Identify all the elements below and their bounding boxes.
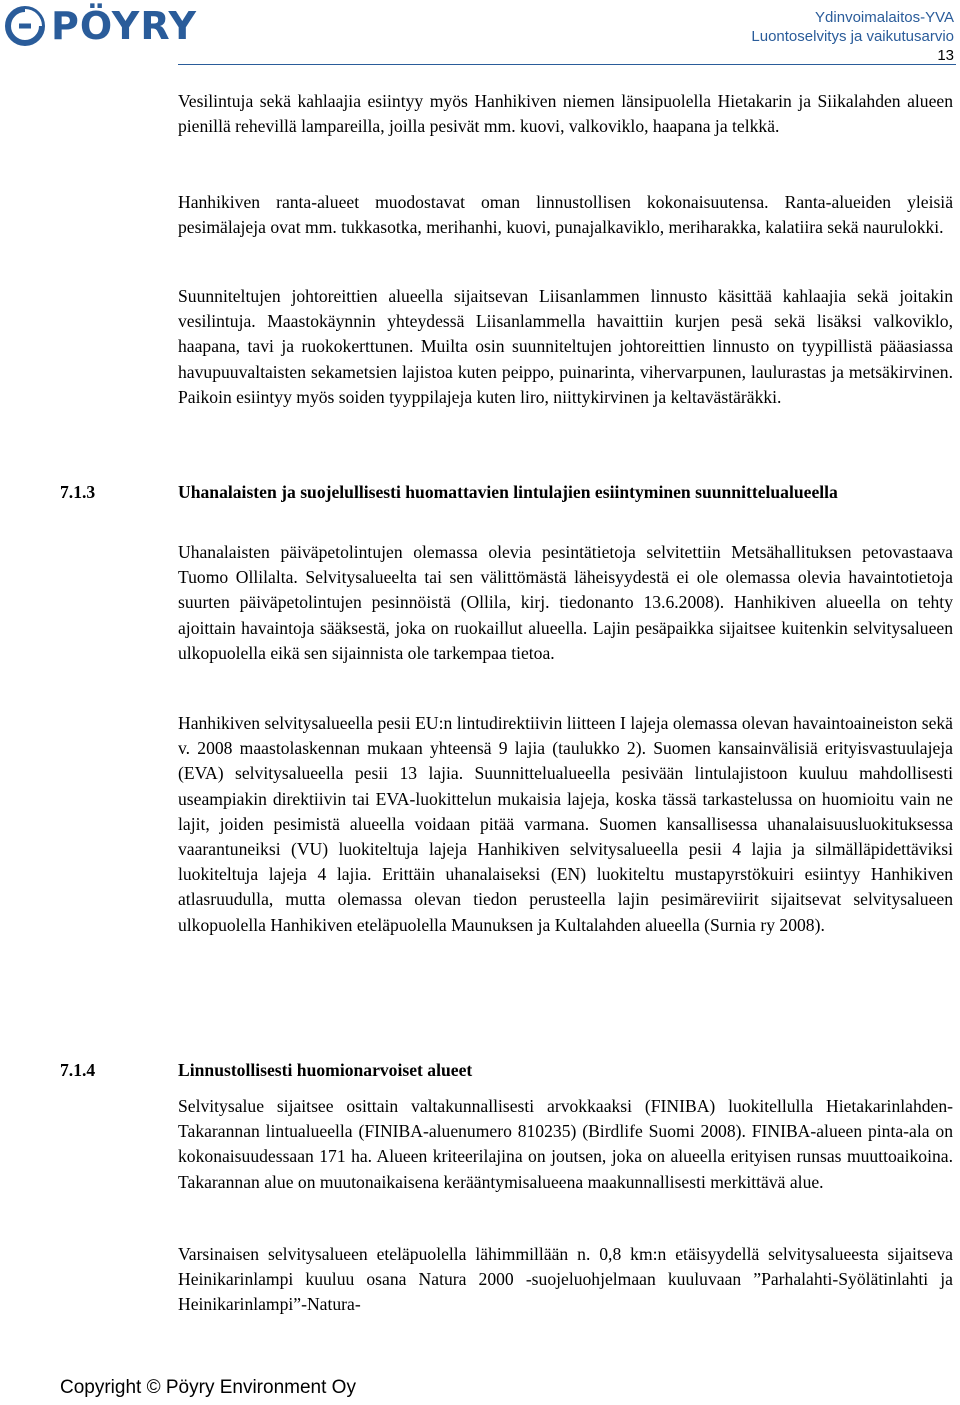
paragraph: [178, 1094, 953, 1195]
section-number: 7.1.3: [60, 482, 96, 502]
section-number: 7.1.4: [60, 1060, 96, 1080]
paragraph-text: Varsinaisen selvitysalueen eteläpuolella lähimmillään n. 0,8 km:n etäisyydellä selvitysalueesta sijaitseva Heinikarinlampi kuuluu osana Natura 2000 -suojeluohjelmaan kuuluvaan ”Parhalahti-Syölätinlahti ja Heinikarinlampi”-Natura-: [178, 1244, 953, 1315]
header-divider: [178, 64, 956, 65]
paragraph: [178, 711, 953, 938]
paragraph: [178, 1242, 953, 1318]
paragraph-text: Hanhikiven ranta-alueet muodostavat oman linnustollisen kokonaisuutensa. Ranta-alueiden yleisiä pesimälajeja ovat mm. tukkasotka, merihanhi, kuovi, punajalkaviklo, meriharakka, kalatiira sekä naurulokki.: [178, 192, 953, 238]
paragraph: [178, 284, 953, 410]
page-header: [751, 8, 954, 65]
paragraph: [178, 190, 953, 240]
section-heading: Uhanalaisten ja suojelullisesti huomattavien lintulajien esiintyminen suunnittelualueella: [178, 482, 838, 502]
poyry-logo-icon: [5, 6, 45, 46]
section-heading: Linnustollisesti huomionarvoiset alueet: [178, 1060, 473, 1080]
paragraph: [178, 540, 953, 666]
paragraph-text: Vesilintuja sekä kahlaajia esiintyy myös Hanhikiven niemen länsipuolella Hietakarin ja Siikalahden alueen pienillä rehevillä lampareilla, joilla pesivät mm. kuovi, valkoviklo, haapana ja telkkä.: [178, 91, 953, 137]
page-footer: Copyright © Pöyry Environment Oy: [60, 1377, 356, 1398]
paragraph-text: Selvitysalue sijaitsee osittain valtakunnallisesti arvokkaaksi (FINIBA) luokitellulla Hietakarinlahden-Takarannan lintualueella (FINIBA-aluenumero 810235) (Birdlife Suomi 2008). FINIBA-alueen pinta-ala on kokonaisuudessaan 171 ha. Alueen kriteerilajina on joutsen, joka on alueella erityisen runsas muuttoaikoina. Takarannan alue on muutonaikaisena kerääntymisalueena maakunnallisesti merkittävä alue.: [178, 1096, 953, 1192]
logo-wordmark: PÖYRY: [51, 4, 198, 48]
page-number: 13: [937, 47, 954, 64]
paragraph-text: Uhanalaisten päiväpetolintujen olemassa olevia pesintätietoja selvitettiin Metsähallituksen petovastaava Tuomo Ollilalta. Selvitysalueelta tai sen välittömästä läheisyydestä ei ole olemassa olevia havaintotietoja suurten päiväpetolintujen pesinnöistä (Ollila, kirj. tiedonanto 13.6.2008). Hanhikiven alueella on tehty ajoittain havaintoja sääksestä, joka on ruokaillut alueella. Lajin pesäpaikka sijaitsee kuitenkin selvitysalueen ulkopuolella eikä sen sijainnista ole tarkempaa tietoa.: [178, 542, 953, 663]
paragraph-text: Suunniteltujen johtoreittien alueella sijaitsevan Liisanlammen linnusto käsittää kahlaajia sekä joitakin vesilintuja. Maastokäynnin yhteydessä Liisanlammella havaittiin kurjen pesä sekä lisäksi valkoviklo, haapana, tavi ja ruokokerttunen. Muilta osin suunniteltujen johtoreittien linnusto on tyypillistä pääasiassa havupuuvaltaisten sekametsien lajistoa kuten peippo, puinarinta, vihervarpunen, laulurastas ja metsäkirvinen. Paikoin esiintyy myös soiden tyyppilajeja kuten liro, niittykirvinen ja keltavästäräkki.: [178, 286, 953, 407]
paragraph: [178, 89, 953, 139]
company-logo: [5, 6, 197, 46]
document-subtitle: Luontoselvitys ja vaikutusarvio: [751, 28, 954, 45]
document-title: Ydinvoimalaitos-YVA: [815, 9, 954, 26]
paragraph-text: Hanhikiven selvitysalueella pesii EU:n lintudirektiivin liitteen I lajeja olemassa olevan havaintoaineiston sekä v. 2008 maastolaskennan mukaan yhteensä 9 lajia (taulukko 2). Suomen kansainvälisiä erityisvastuulajeja (EVA) selvitysalueella pesii 13 lajia. Suunnittelualueella pesivään lintulajistoon kuuluu mahdollisesti useampiakin direktiivin tai EVA-luokittelun mukaisia lajeja, koska tässä tarkastelussa on huomioitu vain ne lajit, joiden pesimistä alueella voidaan pitää varmana. Suomen kansallisessa uhanalaisuusluokituksessa vaarantuneiksi (VU) luokiteltuja lajeja Hanhikiven selvitysalueella pesii 4 lajia ja silmälläpidettäviksi luokiteltuja lajeja 4 lajia. Erittäin uhanalaiseksi (EN) luokiteltu mustapyrstökuiri esiintyy Hanhikiven atlasruudulla, mutta olemassa olevan tiedon perusteella lajin pesimäreviirit sijaitsevat selvitysalueen ulkopuolella Hanhikiven eteläpuolella Maunuksen ja Kultalahden alueella (Surnia ry 2008).: [178, 713, 953, 935]
